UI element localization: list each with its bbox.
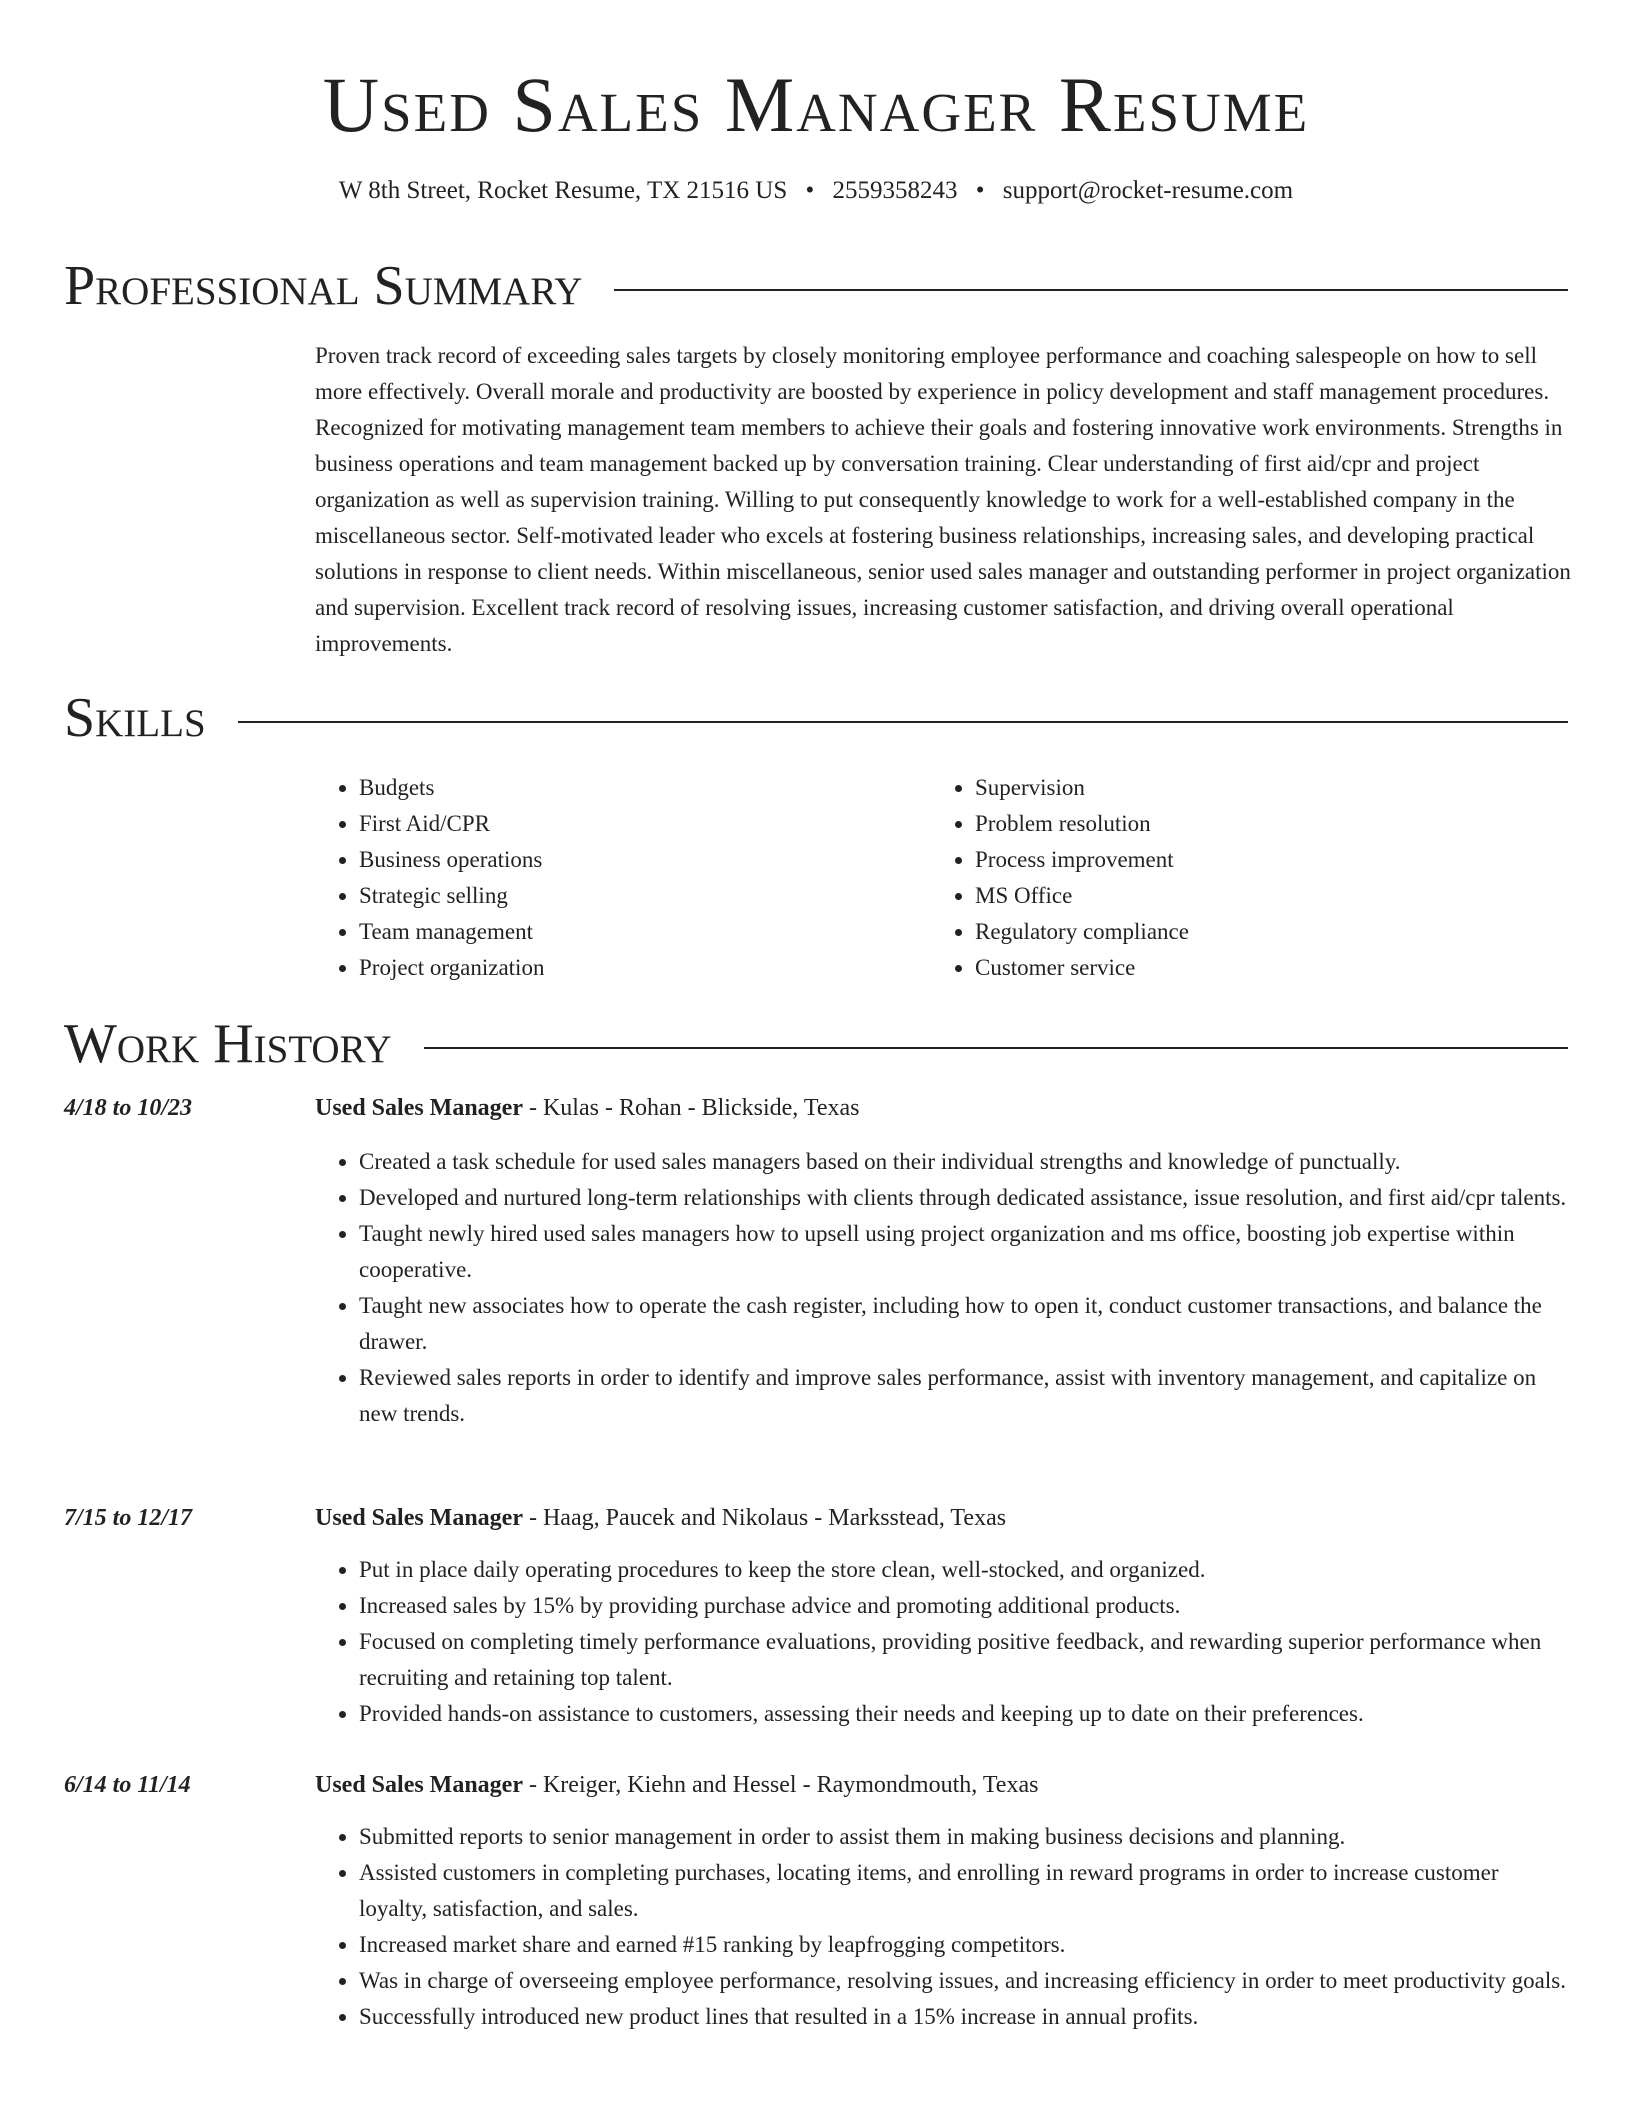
section-divider — [238, 721, 1568, 723]
job-title: Used Sales Manager — [315, 1505, 523, 1531]
job-bullet: • Was in charge of overseeing employee performance, resolving issues, and increasing efficiency in order to meet productivity goals. — [359, 1963, 1568, 1999]
contact-separator: • — [975, 177, 985, 204]
contact-phone: 2559358243 — [832, 177, 958, 204]
skill-item: • Budgets — [359, 770, 931, 806]
job-heading — [315, 1090, 1568, 1126]
skills-section-header — [64, 683, 1568, 753]
contact-email: support@rocket-resume.com — [1002, 177, 1294, 204]
job-bullets — [315, 1819, 1568, 2035]
job-bullet: • Submitted reports to senior management in order to assist them in making business decisions and planning. — [359, 1819, 1568, 1855]
skill-item: • Process improvement — [975, 842, 1547, 878]
job-bullet: • Assisted customers in completing purchases, locating items, and enrolling in reward programs in order to increase customer loyalty, satisfaction, and sales. — [359, 1855, 1568, 1927]
job-title: Used Sales Manager — [315, 1095, 523, 1121]
work-heading: Work History — [64, 1013, 392, 1075]
skill-item: • Team management — [359, 914, 931, 950]
job-dates: 6/14 to 11/14 — [64, 1772, 191, 1798]
job-bullet: • Developed and nurtured long-term relationships with clients through dedicated assistance, issue resolution, and first aid/cpr talents. — [359, 1180, 1568, 1216]
job-bullet: • Provided hands-on assistance to customers, assessing their needs and keeping up to date on their preferences. — [359, 1696, 1568, 1732]
job-bullets — [315, 1144, 1568, 1432]
job-bullet: • Reviewed sales reports in order to identify and improve sales performance, assist with inventory management, and capitalize on new trends. — [359, 1360, 1568, 1432]
job-employer: - Haag, Paucek and Nikolaus - Marksstead, Texas — [522, 1505, 1007, 1531]
skill-item: • First Aid/CPR — [359, 806, 931, 842]
skill-item: • Regulatory compliance — [975, 914, 1547, 950]
job-bullet: • Increased sales by 15% by providing purchase advice and promoting additional products. — [359, 1588, 1568, 1624]
job-bullet: • Put in place daily operating procedures to keep the store clean, well-stocked, and organized. — [359, 1552, 1568, 1588]
skill-item: • Supervision — [975, 770, 1547, 806]
section-divider — [424, 1047, 1568, 1049]
skill-item: • Project organization — [359, 950, 931, 986]
job-employer: - Kreiger, Kiehn and Hessel - Raymondmouth, Texas — [522, 1772, 1039, 1798]
job-bullet: • Created a task schedule for used sales managers based on their individual strengths and knowledge of punctually. — [359, 1144, 1568, 1180]
job-bullet: • Taught newly hired used sales managers how to upsell using project organization and ms office, boosting job expertise within cooperative. — [359, 1216, 1568, 1288]
job-dates: 4/18 to 10/23 — [64, 1095, 193, 1121]
skill-item: • Problem resolution — [975, 806, 1547, 842]
skill-item: • MS Office — [975, 878, 1547, 914]
summary-heading: Professional Summary — [64, 255, 583, 317]
job-dates: 7/15 to 12/17 — [64, 1505, 193, 1531]
job-bullet: • Taught new associates how to operate the cash register, including how to open it, conduct customer transactions, and balance the drawer. — [359, 1288, 1568, 1360]
skill-item: • Business operations — [359, 842, 931, 878]
job-employer: - Kulas - Rohan - Blickside, Texas — [522, 1095, 860, 1121]
job-bullets — [315, 1552, 1568, 1732]
job-bullet: • Successfully introduced new product lines that resulted in a 15% increase in annual profits. — [359, 1999, 1568, 2035]
skill-item: • Customer service — [975, 950, 1547, 986]
summary-section-header — [64, 251, 1568, 321]
skills-column-left — [315, 770, 931, 986]
job-bullet: • Increased market share and earned #15 ranking by leapfrogging competitors. — [359, 1927, 1568, 1963]
skills-column-right — [931, 770, 1547, 986]
section-divider — [614, 289, 1568, 291]
skills-list — [315, 770, 1568, 986]
skill-item: • Strategic selling — [359, 878, 931, 914]
contact-separator: • — [805, 177, 815, 204]
work-section-header — [64, 1009, 1568, 1079]
contact-line — [0, 175, 1632, 207]
job-heading — [315, 1767, 1568, 1803]
summary-text: Proven track record of exceeding sales targets by closely monitoring employee performance and coaching salespeople on how to sell more effectively. Overall morale and productivity are boosted by experience in policy development and staff management procedures. Recognized for motivating management team members to achieve their goals and fostering innovative work environments. Strengths in business operations and team management backed up by conversation training. Clear understanding of first aid/cpr and project organization as well as supervision training. Willing to put consequently knowledge to work for a well-established company in the miscellaneous sector. Self-motivated leader who excels at fostering business relationships, increasing sales, and developing practical solutions in response to client needs. Within miscellaneous, senior used sales manager and outstanding performer in project organization and supervision. Excellent track record of resolving issues, increasing customer satisfaction, and driving overall operational improvements. — [315, 343, 1571, 656]
contact-address: W 8th Street, Rocket Resume, TX 21516 US — [338, 177, 788, 204]
job-title: Used Sales Manager — [315, 1772, 523, 1798]
resume-title: Used Sales Manager Resume — [322, 61, 1310, 148]
job-bullet: • Focused on completing timely performance evaluations, providing positive feedback, and rewarding superior performance when recruiting and retaining top talent. — [359, 1624, 1568, 1696]
skills-heading: Skills — [64, 687, 206, 749]
job-heading — [315, 1500, 1568, 1536]
